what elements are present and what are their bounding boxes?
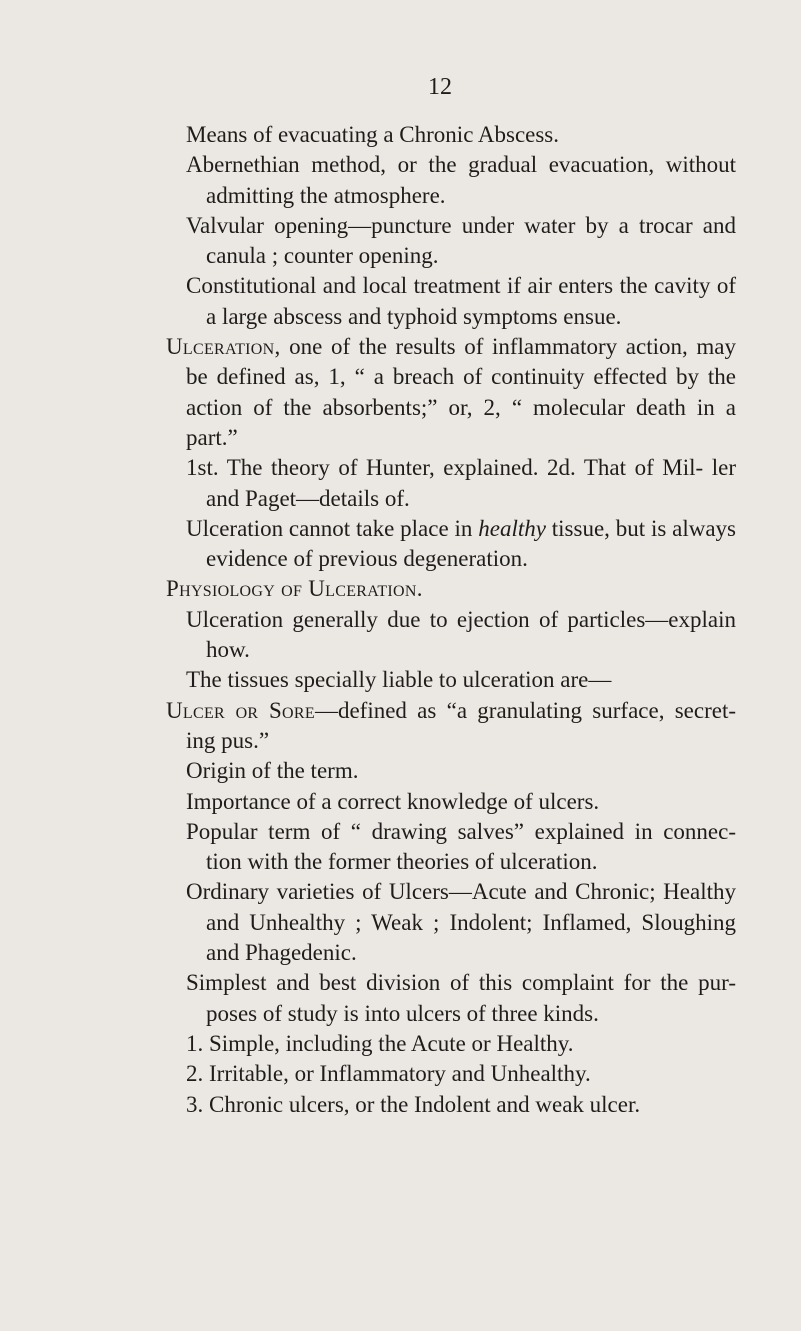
list-item-kind-2: 2. Irritable, or Inflammatory and Unhealthy.: [186, 1061, 591, 1087]
section-heading-ulcer-sore: Ulcer or Sore: [166, 697, 315, 723]
paragraph-healthy-tissue: [186, 514, 736, 575]
section-heading-ulceration: Ulceration,: [166, 334, 281, 360]
ulcer-sore-definition-text: —defined as “a granulating surface, secret- ing pus.”: [186, 697, 736, 753]
paragraph-drawing-salves: Popular term of “ drawing salves” explained in connec- tion with the former theories of ulceration.: [186, 818, 736, 875]
paragraph-physiology-heading: [166, 574, 736, 604]
paragraph-importance: Importance of a correct knowledge of ulcers.: [186, 788, 600, 814]
healthy-italic: healthy: [478, 515, 546, 541]
paragraph-varieties: Ordinary varieties of Ulcers—Acute and Chronic; Healthy and Unhealthy ; Weak ; Indolent; Inflamed, Sloughing and Phagedenic.: [186, 879, 736, 966]
ulceration-definition-text: one of the results of inflammatory action, may be defined as, 1, “ a breach of continuity effected by the action of the absorbents;” or, 2, “ molecular death in a part.”: [186, 334, 736, 450]
paragraph-ulceration-definition: [166, 332, 736, 453]
healthy-tissue-text-end: tissue, but is always evidence of previous degeneration.: [206, 515, 736, 572]
paragraph-ulcer-sore: [166, 696, 736, 757]
healthy-tissue-text-start: Ulceration cannot take place in: [186, 515, 479, 541]
list-item-kind-1: 1. Simple, including the Acute or Healthy.: [186, 1030, 574, 1056]
paragraph-division: Simplest and best division of this complaint for the pur- poses of study is into ulcers of three kinds.: [186, 970, 736, 1026]
paragraph-constitutional: Constitutional and local treatment if air enters the cavity of a large abscess and typhoid symptoms ensue.: [186, 273, 736, 329]
paragraph-ejection: Ulceration generally due to ejection of particles—explain how.: [186, 606, 736, 663]
paragraph-abscess-means: Means of evacuating a Chronic Abscess.: [186, 122, 560, 147]
page-number: 12: [428, 74, 452, 100]
paragraph-abernethian: Abernethian method, or the gradual evacuation, without admitting the atmosphere.: [186, 152, 736, 208]
paragraph-theories: 1st. The theory of Hunter, explained. 2d. That of Mil- ler and Paget—details of.: [186, 455, 736, 511]
list-item-kind-3: 3. Chronic ulcers, or the Indolent and weak ulcer.: [186, 1091, 641, 1117]
paragraph-valvular: Valvular opening—puncture under water by a trocar and canula ; counter opening.: [186, 212, 736, 269]
section-heading-physiology: Physiology of Ulceration.: [166, 576, 423, 602]
paragraph-tissues-liable: The tissues specially liable to ulceration are—: [186, 667, 612, 693]
text-block: [166, 120, 736, 1120]
paragraph-origin: Origin of the term.: [186, 758, 359, 784]
